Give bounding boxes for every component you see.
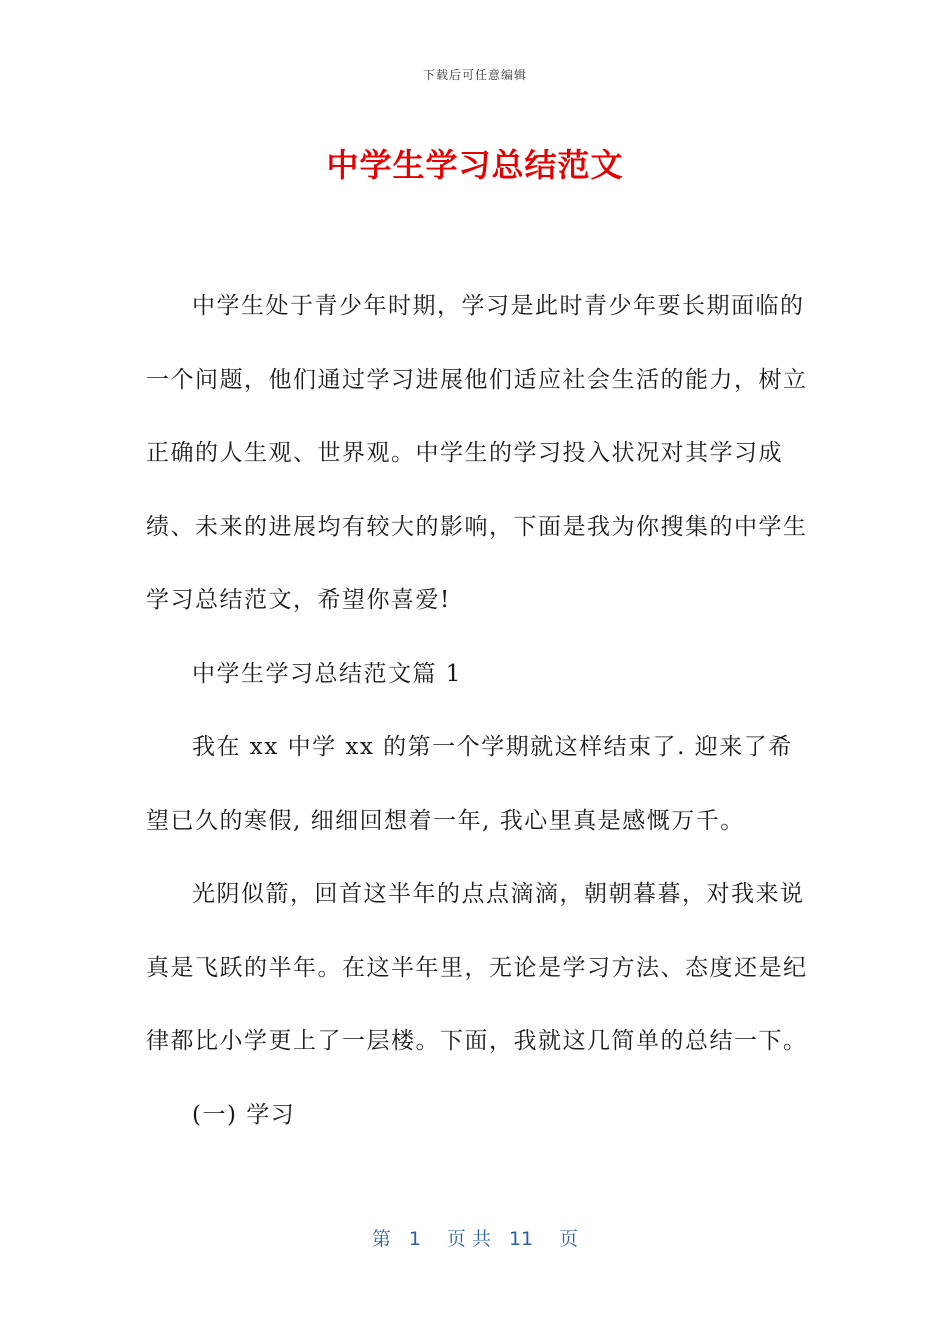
footer-current-page: 1 [408, 1228, 421, 1250]
page-footer [0, 1224, 950, 1251]
footer-middle: 页 共 [446, 1228, 491, 1250]
document-body [146, 270, 810, 1152]
document-title: 中学生学习总结范文 [326, 146, 624, 184]
subsection-heading: (一) 学习 [192, 1101, 296, 1128]
footer-total-pages: 11 [508, 1228, 534, 1250]
footer-suffix: 页 [559, 1228, 579, 1250]
paragraph-intro: 中学生处于青少年时期，学习是此时青少年要长期面临的一个问题，他们通过学习进展他们适应社会生活的能力，树立正确的人生观、世界观。中学生的学习投入状况对其学习成绩、未来的进展均有较大的影响，下面是我为你搜集的中学生学习总结范文，希望你喜爱! [146, 293, 808, 613]
section-heading: 中学生学习总结范文篇 1 [192, 660, 462, 687]
paragraph-2: 光阴似箭，回首这半年的点点滴滴，朝朝暮暮，对我来说真是飞跃的半年。在这半年里，无论是学习方法、态度还是纪律都比小学更上了一层楼。下面，我就这几简单的总结一下。 [146, 881, 808, 1054]
footer-prefix: 第 [371, 1228, 391, 1250]
paragraph-1: 我在 xx 中学 xx 的第一个学期就这样结束了. 迎来了希望已久的寒假, 细细回想着一年, 我心里真是感慨万千。 [146, 734, 793, 834]
header-note: 下载后可任意编辑 [422, 68, 527, 82]
